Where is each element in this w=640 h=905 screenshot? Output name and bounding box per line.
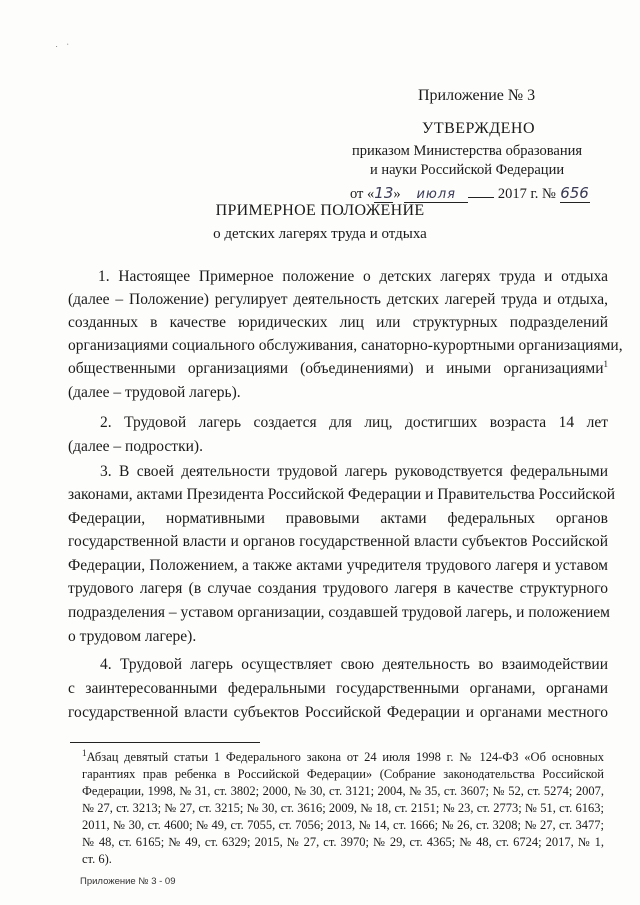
- paragraph-2-line-2: (далее – подростки).: [68, 438, 203, 455]
- footnote-line-1-text: Абзац девятый статьи 1 Федерального закона от 24 июля 1998 г. № 124-ФЗ «Об основных: [86, 750, 604, 764]
- order-number-handwritten: 656: [560, 184, 589, 202]
- footnote-separator: [70, 742, 260, 743]
- footnote-line-5: 2011, № 30, ст. 4600; № 49, ст. 7055, ст. 7056; 2013, № 14, ст. 1666; № 26, ст. 3208; № 27, ст. 3477;: [82, 818, 604, 832]
- page-footer: Приложение № 3 - 09: [80, 876, 176, 887]
- date-underline: [468, 197, 494, 198]
- paragraph-1-line-3: созданных в качестве юридических лиц или структурных подразделений: [68, 314, 608, 331]
- footnote-line-3: Федерации, 1998, № 31, ст. 3802; 2000, № 30, ст. 3121; 2004, № 35, ст. 3607; № 52, ст. 5274; 2007,: [82, 784, 604, 798]
- order-line-2: и науки Российской Федерации: [370, 162, 565, 178]
- footnote-reference: 1: [603, 358, 608, 369]
- paragraph-4-line-3: государственной власти субъектов Российской Федерации и органами местного: [68, 704, 608, 721]
- paragraph-3-line-6: трудового лагеря (в случае создания трудового лагеря в качестве структурного: [68, 580, 608, 597]
- paragraph-3-line-1: 3. В своей деятельности трудовой лагерь руководствуется федеральными: [100, 463, 608, 480]
- paragraph-1-line-2: (далее – Положение) регулирует деятельность детских лагерей труда и отдыха,: [68, 291, 608, 308]
- order-year-text: 2017 г. №: [497, 186, 556, 202]
- order-month-handwritten: июля: [404, 187, 468, 203]
- scan-specks: · ·: [54, 38, 74, 52]
- paragraph-4-line-2: с заинтересованными федеральными государственными органами, органами: [68, 680, 608, 697]
- order-from-label: от «: [350, 186, 375, 202]
- annex-number: Приложение № 3: [418, 87, 536, 104]
- paragraph-3-line-2: законами, актами Президента Российской Федерации и Правительства Российской: [68, 486, 616, 503]
- footnote-line-1: [82, 747, 604, 765]
- paragraph-1-line-4: организациями социального обслуживания, санаторно-курортными организациями,: [68, 337, 623, 354]
- paragraph-3-line-3: Федерации, нормативными правовыми актами федеральных органов: [68, 510, 608, 527]
- footnote-line-6: № 48, ст. 6165; № 49, ст. 6329; 2015, № 27, ст. 3970; № 29, ст. 4365; № 48, ст. 6724; 2017, № 1,: [82, 835, 604, 849]
- approved-heading: УТВЕРЖДЕНО: [422, 120, 536, 137]
- paragraph-1-line-5: [68, 360, 608, 378]
- order-day-handwritten: 13: [374, 184, 394, 202]
- order-close-quote: »: [393, 186, 401, 202]
- paragraph-1-line-6: (далее – трудовой лагерь).: [68, 384, 241, 401]
- footnote-line-2: гарантиях прав ребенка в Российской Федерации» (Собрание законодательства Российской: [82, 767, 604, 781]
- footnote-line-7: ст. 6).: [82, 852, 112, 866]
- paragraph-3-line-4: государственной власти и органов государственной власти субъектов Российской: [68, 533, 608, 550]
- order-date-line: [350, 184, 590, 203]
- document-title: ПРИМЕРНОЕ ПОЛОЖЕНИЕ: [215, 202, 425, 219]
- paragraph-3-line-8: о трудовом лагере).: [68, 628, 197, 645]
- order-line-1: приказом Министерства образования: [352, 143, 583, 159]
- paragraph-2-line-1: 2. Трудовой лагерь создается для лиц, достигших возраста 14 лет: [100, 414, 608, 431]
- paragraph-1-line-5-text: общественными организациями (объединениями) и иными организациями: [68, 360, 604, 377]
- footnote-line-4: № 27, ст. 3213; № 27, ст. 3215; № 30, ст. 3616; 2009, № 18, ст. 2151; № 23, ст. 2773; № 51, ст. 6163;: [82, 801, 604, 815]
- paragraph-1-line-1: 1. Настоящее Примерное положение о детских лагерях труда и отдыха: [98, 268, 608, 285]
- paragraph-4-line-1: 4. Трудовой лагерь осуществляет свою деятельность во взаимодействии: [100, 656, 608, 673]
- footnote-mark: 1: [82, 747, 87, 758]
- paragraph-3-line-7: подразделения – уставом организации, создавшей трудовой лагерь, и положением: [68, 604, 610, 621]
- document-subtitle: о детских лагерях труда и отдыха: [213, 226, 427, 242]
- paragraph-3-line-5: Федерации, Положением, а также актами учредителя трудового лагеря и уставом: [68, 557, 608, 574]
